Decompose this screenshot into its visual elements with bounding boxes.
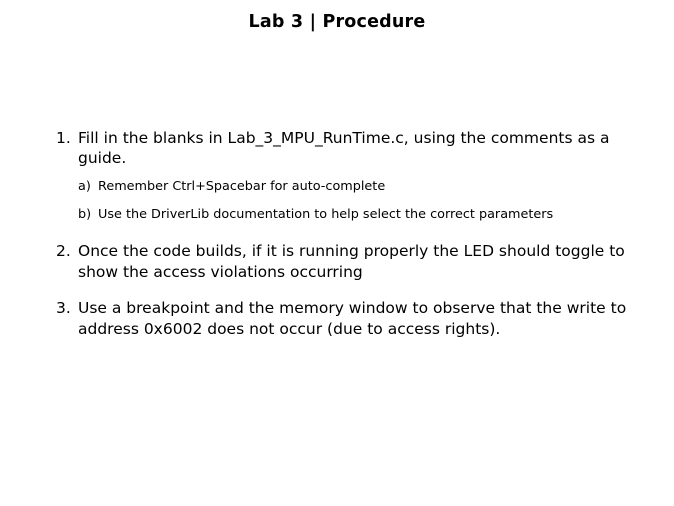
list-item-number: 3. — [56, 299, 71, 318]
slide-body — [56, 128, 636, 339]
list-item-text: Once the code builds, if it is running properly the LED should toggle to show the access violations occurring — [78, 242, 625, 281]
sub-list-item — [78, 179, 636, 196]
list-item-number: 2. — [56, 242, 71, 261]
sub-list-item-text: Use the DriverLib documentation to help select the correct parameters — [98, 206, 554, 222]
sub-list-item-label: a) — [78, 178, 91, 194]
list-item — [56, 298, 636, 339]
list-item — [56, 128, 636, 223]
sub-list-item-text: Remember Ctrl+Spacebar for auto-complete — [98, 178, 386, 194]
list-item-text: Use a breakpoint and the memory window to observe that the write to address 0x6002 does not occur (due to access rights). — [78, 299, 627, 338]
sub-list-item-label: b) — [78, 206, 92, 222]
page-title: Lab 3 | Procedure — [248, 12, 426, 32]
procedure-list — [56, 128, 636, 339]
list-item-text: Fill in the blanks in Lab_3_MPU_RunTime.c, using the comments as a guide. — [78, 129, 610, 168]
sub-list — [78, 179, 636, 223]
list-item — [56, 241, 636, 282]
list-item-number: 1. — [56, 129, 71, 147]
sub-list-item — [78, 207, 636, 224]
